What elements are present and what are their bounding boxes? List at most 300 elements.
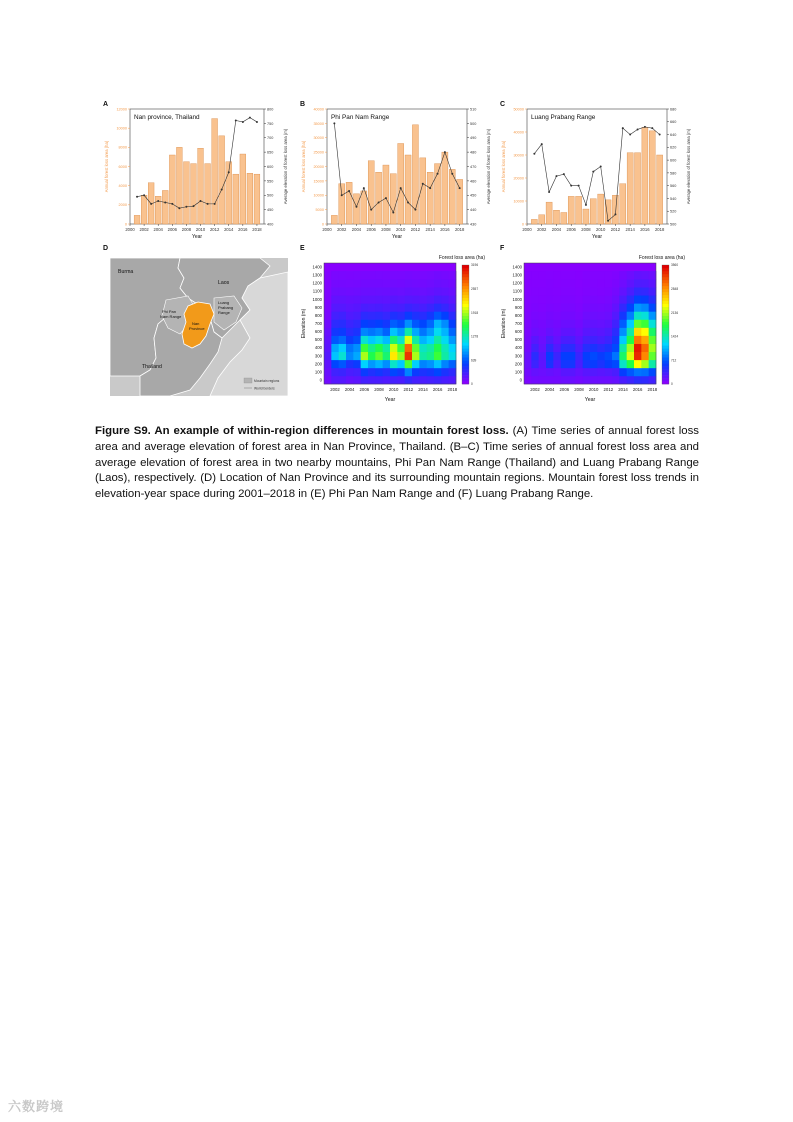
elevation-point-2011: [607, 220, 609, 222]
colorbar-step: [662, 330, 669, 333]
y2-axis-title: Average elevation of forest loss area (m): [486, 128, 491, 205]
ytick-label: 6000: [118, 164, 127, 169]
colorbar-step: [662, 345, 669, 348]
elevation-point-2007: [578, 185, 580, 187]
heat-cell: [597, 360, 605, 368]
heat-cell: [361, 303, 369, 311]
heat-cell: [353, 336, 361, 344]
heat-xtick-label: 2014: [618, 387, 628, 392]
heat-cell: [346, 328, 354, 336]
heat-cell: [427, 328, 435, 336]
heat-cell: [583, 352, 591, 360]
colorbar-step: [462, 289, 469, 292]
heat-cell: [405, 376, 413, 384]
colorbar-step: [462, 369, 469, 372]
heat-cell: [561, 336, 569, 344]
colorbar-step: [662, 304, 669, 307]
heat-cell: [419, 360, 427, 368]
heat-cell: [434, 319, 442, 327]
heat-cell: [383, 368, 391, 376]
heat-cell: [375, 376, 383, 384]
y2tick-label: 460: [470, 179, 477, 184]
heat-ytick-label: 1400: [312, 264, 322, 270]
bar-2003: [546, 202, 552, 224]
elevation-point-2010: [400, 187, 402, 189]
heat-cell: [346, 279, 354, 287]
heat-cell: [441, 295, 449, 303]
bar-2006: [368, 161, 374, 224]
colorbar-tick-label: 2848: [671, 287, 679, 291]
xtick-label: 2002: [337, 227, 347, 232]
heat-cell: [619, 295, 627, 303]
panel-label-f: F: [500, 245, 505, 252]
colorbar-step: [662, 363, 669, 366]
heat-cell: [539, 368, 547, 376]
heat-cell: [353, 352, 361, 360]
heat-cell: [331, 352, 339, 360]
heat-cell: [419, 336, 427, 344]
bar-2001: [531, 219, 537, 224]
colorbar-step: [662, 366, 669, 369]
heat-cell: [561, 360, 569, 368]
heat-cell: [546, 279, 554, 287]
colorbar-step: [662, 313, 669, 316]
heat-ytick-label: 0: [519, 377, 522, 383]
heat-cell: [524, 295, 532, 303]
heat-cell: [397, 360, 405, 368]
heat-cell: [339, 295, 347, 303]
heat-cell: [361, 319, 369, 327]
bar-2010: [598, 194, 604, 224]
heat-cell: [641, 287, 649, 295]
heat-cell: [619, 319, 627, 327]
heat-cell: [383, 328, 391, 336]
heat-cell: [419, 271, 427, 279]
elevation-point-2001: [136, 196, 138, 198]
heat-cell: [524, 287, 532, 295]
heat-cell: [634, 368, 642, 376]
bar-2001: [134, 215, 140, 224]
heat-cell: [441, 336, 449, 344]
heat-cell: [590, 311, 598, 319]
colorbar-step: [462, 330, 469, 333]
colorbar-step: [462, 304, 469, 307]
heat-cell: [412, 344, 420, 352]
heat-cell: [575, 271, 583, 279]
bar-2002: [539, 215, 545, 224]
heat-cell: [405, 328, 413, 336]
colorbar-step: [662, 333, 669, 336]
colorbar-step: [462, 268, 469, 271]
heat-ytick-label: 500: [514, 337, 522, 343]
colorbar-step: [462, 381, 469, 384]
heat-cell: [539, 311, 547, 319]
heat-cell: [524, 271, 532, 279]
heat-cell: [627, 352, 635, 360]
elevation-point-2018: [459, 187, 461, 189]
heat-cell: [568, 271, 576, 279]
colorbar-tick-label: 0: [471, 382, 473, 387]
heat-cell: [575, 336, 583, 344]
bar-2018: [254, 174, 260, 224]
ytick-label: 0: [521, 222, 524, 227]
heat-cell: [397, 271, 405, 279]
heat-cell: [390, 311, 398, 319]
xtick-label: 2016: [640, 227, 650, 232]
bar-2007: [176, 147, 182, 224]
elevation-point-2007: [378, 201, 380, 203]
heat-cell: [368, 376, 376, 384]
y2tick-label: 520: [670, 209, 677, 214]
heat-ytick-label: 200: [514, 361, 522, 367]
heat-ytick-label: 0: [319, 377, 322, 383]
heat-cell: [605, 295, 613, 303]
colorbar-step: [462, 351, 469, 354]
heat-cell: [641, 360, 649, 368]
heat-cell: [649, 344, 657, 352]
heat-cell: [605, 279, 613, 287]
heat-cell: [375, 271, 383, 279]
colorbar-step: [462, 354, 469, 357]
heat-cell: [434, 376, 442, 384]
chart-c: [497, 104, 693, 244]
colorbar-tick-label: 712: [671, 358, 677, 363]
heat-cell: [331, 319, 339, 327]
y-axis-title: Annual forest loss area (ha): [301, 140, 306, 193]
heat-cell: [605, 368, 613, 376]
heat-cell: [405, 311, 413, 319]
heat-cell: [412, 360, 420, 368]
heat-cell: [583, 376, 591, 384]
heat-cell: [634, 352, 642, 360]
ytick-label: 30000: [513, 153, 524, 158]
heat-cell: [339, 271, 347, 279]
bar-2017: [649, 131, 655, 224]
elevation-point-2005: [164, 201, 166, 203]
elevation-point-2011: [407, 201, 409, 203]
heat-cell: [353, 319, 361, 327]
heat-cell: [649, 311, 657, 319]
heat-cell: [546, 303, 554, 311]
heat-cell: [441, 271, 449, 279]
heat-cell: [641, 344, 649, 352]
heat-ytick-label: 800: [514, 312, 522, 318]
heat-cell: [339, 352, 347, 360]
heat-cell: [353, 279, 361, 287]
heat-cell: [361, 311, 369, 319]
xtick-label: 2006: [366, 227, 376, 232]
heat-cell: [590, 352, 598, 360]
y2tick-label: 600: [670, 158, 677, 163]
y2tick-label: 540: [670, 196, 677, 201]
heat-xtick-label: 2010: [588, 387, 599, 392]
heat-cell: [412, 376, 420, 384]
legend-world-borders: World borders: [254, 386, 275, 391]
ytick-label: 20000: [313, 164, 324, 169]
heat-cell: [641, 352, 649, 360]
x-axis-title: Year: [591, 234, 603, 240]
heat-cell: [427, 368, 435, 376]
elevation-point-2014: [429, 187, 431, 189]
heat-cell: [531, 303, 539, 311]
colorbar-step: [662, 327, 669, 330]
heat-cell: [590, 344, 598, 352]
heat-cell: [619, 328, 627, 336]
heat-cell: [368, 319, 376, 327]
y2tick-label: 660: [670, 120, 677, 125]
heat-cell: [324, 287, 332, 295]
heat-cell: [561, 352, 569, 360]
heat-cell: [375, 279, 383, 287]
heat-cell: [339, 328, 347, 336]
heat-cell: [375, 336, 383, 344]
heat-cell: [553, 319, 561, 327]
bar-2007: [376, 172, 382, 224]
heat-ytick-label: 1000: [512, 296, 522, 302]
heat-cell: [649, 279, 657, 287]
heat-cell: [546, 360, 554, 368]
watermark: 六数跨境: [8, 1100, 65, 1115]
heat-cell: [649, 360, 657, 368]
colorbar-step: [462, 327, 469, 330]
heat-cell: [361, 295, 369, 303]
x-axis-title: Year: [191, 234, 203, 240]
heat-ytick-label: 1300: [312, 272, 322, 278]
heat-xtick-label: 2016: [432, 387, 443, 392]
heat-cell: [353, 360, 361, 368]
heat-cell: [375, 311, 383, 319]
elevation-point-2003: [150, 203, 152, 205]
heat-xtick-label: 2014: [418, 387, 428, 392]
xtick-label: 2014: [625, 227, 635, 232]
xtick-label: 2004: [351, 227, 362, 232]
heat-cell: [649, 352, 657, 360]
y-axis-title: Annual forest loss area (ha): [501, 140, 506, 193]
heat-cell: [553, 376, 561, 384]
heat-cell: [605, 336, 613, 344]
heat-cell: [368, 368, 376, 376]
heat-cell: [390, 295, 398, 303]
heat-cell: [412, 336, 420, 344]
caption-body: (A) Time series of annual forest loss area and average elevation of forest area in Nan Province, Thailand. (B–C) Time series of annual forest loss area and average elevation of forest area in two nearby mountains, Phi Pan Nam Range (Thailand) and Luang Prabang Range (Laos), respectively. (D) Location of Nan Province and its surrounding mountain regions. Mountain forest loss trends in elevation-year space during 2001–2018 in (E) Phi Pan Nam Range and (F) Luang Prabang Range.: [95, 425, 699, 501]
heat-cell: [390, 303, 398, 311]
bar-2016: [642, 127, 648, 224]
heat-cell: [375, 352, 383, 360]
heat-cell: [361, 376, 369, 384]
heat-cell: [583, 368, 591, 376]
heat-cell: [568, 360, 576, 368]
ytick-label: 12000: [116, 107, 127, 112]
y2tick-label: 750: [267, 121, 274, 126]
elevation-point-2013: [622, 127, 624, 129]
bar-2012: [612, 195, 618, 224]
heat-cell: [539, 360, 547, 368]
elevation-point-2001: [533, 153, 535, 155]
heat-cell: [619, 311, 627, 319]
elevation-point-2006: [171, 203, 173, 205]
heat-cell: [361, 352, 369, 360]
heat-cell: [390, 336, 398, 344]
heat-cell: [346, 336, 354, 344]
elevation-point-2006: [370, 209, 372, 211]
colorbar-step: [662, 307, 669, 310]
chart-title: Luang Prabang Range: [531, 114, 596, 121]
heat-cell: [531, 271, 539, 279]
heat-ytick-label: 400: [514, 345, 522, 351]
heat-cell: [590, 271, 598, 279]
xtick-label: 2012: [610, 227, 621, 232]
bar-2002: [339, 184, 345, 224]
legend-mountain-regions: Mountain regions: [254, 379, 280, 383]
heat-cell: [553, 344, 561, 352]
heat-cell: [546, 319, 554, 327]
bar-2012: [212, 119, 218, 224]
heat-cell: [441, 376, 449, 384]
heat-cell: [397, 344, 405, 352]
colorbar-step: [662, 265, 669, 268]
elevation-point-2003: [348, 190, 350, 192]
heat-cell: [383, 271, 391, 279]
colorbar-step: [662, 378, 669, 381]
heat-ytick-label: 500: [314, 337, 322, 343]
heat-cell: [434, 303, 442, 311]
heat-cell: [553, 336, 561, 344]
bar-2011: [405, 155, 411, 224]
elevation-point-2018: [659, 134, 661, 136]
bar-2004: [353, 194, 359, 224]
heat-ytick-label: 1200: [512, 280, 522, 286]
heat-cell: [568, 311, 576, 319]
heat-cell: [634, 360, 642, 368]
colorbar-tick-label: 2557: [471, 287, 479, 291]
xtick-label: 2000: [322, 227, 332, 232]
colorbar-step: [662, 372, 669, 375]
heat-cell: [605, 360, 613, 368]
colorbar-step: [462, 316, 469, 319]
heat-cell: [331, 287, 339, 295]
ytick-label: 0: [124, 222, 127, 227]
heat-cell: [561, 303, 569, 311]
xtick-label: 2004: [153, 227, 163, 232]
colorbar-step: [462, 336, 469, 339]
xtick-label: 2008: [381, 227, 391, 232]
heat-cell: [539, 328, 547, 336]
xtick-label: 2010: [396, 227, 406, 232]
heat-cell: [553, 352, 561, 360]
heat-cell: [353, 344, 361, 352]
xtick-label: 2004: [551, 227, 562, 232]
elevation-point-2018: [256, 121, 258, 123]
heat-cell: [568, 303, 576, 311]
colorbar-step: [462, 274, 469, 277]
heat-cell: [575, 295, 583, 303]
heat-cell: [324, 319, 332, 327]
heat-cell: [331, 336, 339, 344]
heat-cell: [331, 303, 339, 311]
xtick-label: 2008: [581, 227, 591, 232]
colorbar-step: [662, 357, 669, 360]
heat-cell: [634, 311, 642, 319]
y2tick-label: 500: [470, 121, 477, 126]
heat-cell: [546, 336, 554, 344]
colorbar-step: [662, 274, 669, 277]
heat-cell: [331, 328, 339, 336]
bar-2015: [435, 164, 441, 224]
heat-cell: [524, 352, 532, 360]
heat-cell: [441, 344, 449, 352]
heat-cell: [339, 311, 347, 319]
heat-cell: [368, 352, 376, 360]
heat-cell: [634, 279, 642, 287]
heat-ytick-label: 1100: [512, 288, 522, 294]
heat-cell: [583, 328, 591, 336]
bar-2002: [141, 195, 147, 224]
colorbar-step: [462, 357, 469, 360]
elevation-point-2014: [629, 134, 631, 136]
colorbar-title: Forest loss area (ha): [438, 255, 485, 261]
heat-cell: [353, 328, 361, 336]
colorbar-step: [662, 316, 669, 319]
heat-cell: [427, 360, 435, 368]
heat-cell: [605, 344, 613, 352]
colorbar-step: [662, 280, 669, 283]
xtick-label: 2010: [596, 227, 606, 232]
heat-cell: [627, 271, 635, 279]
heat-cell: [434, 368, 442, 376]
heat-cell: [641, 368, 649, 376]
heat-xtick-label: 2012: [403, 387, 414, 392]
heat-cell: [397, 287, 405, 295]
heat-cell: [612, 311, 620, 319]
colorbar-step: [662, 319, 669, 322]
heat-cell: [619, 360, 627, 368]
heat-cell: [375, 344, 383, 352]
y2tick-label: 680: [670, 107, 677, 112]
bar-2003: [346, 182, 352, 224]
elevation-point-2017: [451, 173, 453, 175]
heat-cell: [568, 336, 576, 344]
y2tick-label: 480: [470, 150, 477, 155]
heat-cell: [568, 368, 576, 376]
heat-cell: [575, 328, 583, 336]
colorbar-step: [662, 277, 669, 280]
heat-cell: [597, 344, 605, 352]
heat-cell: [546, 376, 554, 384]
elevation-point-2012: [614, 213, 616, 215]
heat-cell: [390, 271, 398, 279]
heat-cell: [597, 303, 605, 311]
heat-cell: [597, 319, 605, 327]
heat-cell: [605, 311, 613, 319]
heat-cell: [546, 352, 554, 360]
heat-cell: [561, 295, 569, 303]
heat-cell: [405, 295, 413, 303]
heat-cell: [627, 311, 635, 319]
colorbar-step: [462, 310, 469, 313]
heat-cell: [539, 271, 547, 279]
colorbar-step: [662, 360, 669, 363]
heat-cell: [361, 328, 369, 336]
elevation-point-2008: [585, 204, 587, 206]
colorbar-step: [462, 345, 469, 348]
heat-cell: [375, 328, 383, 336]
heatmap-e: [296, 250, 496, 408]
heat-cell: [361, 360, 369, 368]
heat-cell: [339, 319, 347, 327]
heat-cell: [353, 311, 361, 319]
y2tick-label: 640: [670, 132, 677, 137]
heat-cell: [405, 287, 413, 295]
